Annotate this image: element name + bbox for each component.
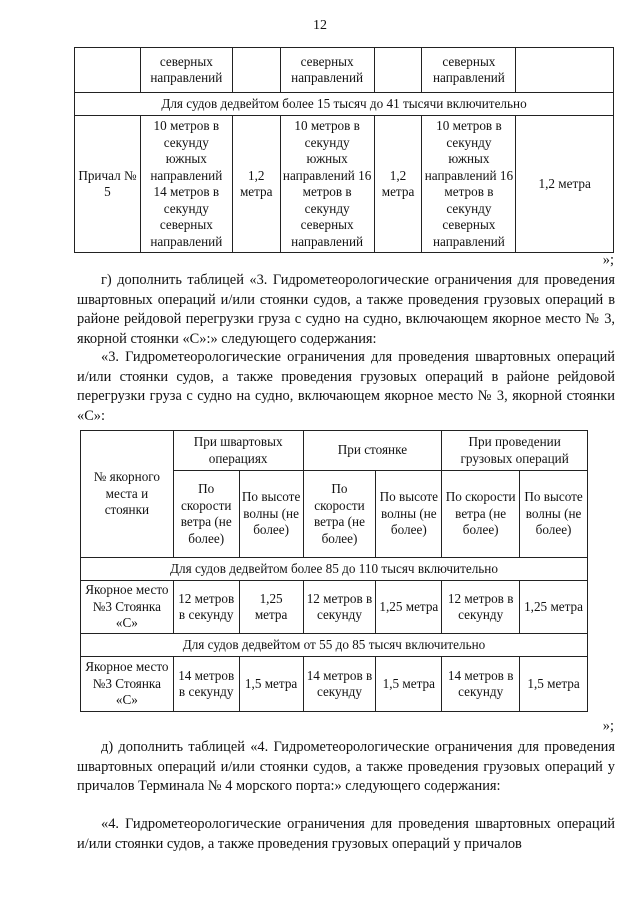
- wind-cell: 10 метров в секунду южных направлений 16 метров в секунду северных направлений: [422, 116, 516, 253]
- table-cell: [232, 48, 280, 93]
- table-row: [81, 657, 588, 712]
- table-header-row: [81, 431, 588, 471]
- group-header-parking: При стоянке: [303, 431, 442, 471]
- table-row: [75, 116, 614, 253]
- table-section-title: Для судов дедвейтом от 55 до 85 тысяч включительно: [81, 634, 588, 657]
- table-cell: [374, 48, 422, 93]
- group-header-cargo: При проведении грузовых операций: [442, 431, 588, 471]
- table-section-title: Для судов дедвейтом более 85 до 110 тысяч включительно: [81, 558, 588, 581]
- table-section-row: [75, 93, 614, 116]
- place-cell: Якорное место №3 Стоянка «С»: [81, 581, 174, 634]
- table-section-row: [81, 634, 588, 657]
- value-cell: 1,5 метра: [520, 657, 588, 712]
- paragraph-g: г) дополнить таблицей «3. Гидрометеорологические ограничения для проведения швартовных операций и/или стоянки судов, а также проведения грузовых операций в районе рейдовой перегрузки груза с судно на судно, включающем якорное место № 3, якорной стоянки «С»:» следующего содержания:: [77, 272, 615, 347]
- table-cell: северных направлений: [280, 48, 374, 93]
- closing-quote: »;: [602, 718, 614, 734]
- column-header-place: № якорного места и стоянки: [81, 431, 174, 558]
- paragraph-4: «4. Гидрометеорологические ограничения для проведения швартовных операций и/или стоянки судов, а также проведения грузовых операций у причалов: [77, 816, 615, 852]
- value-cell: 1,5 метра: [239, 657, 303, 712]
- subheader-wind: По скорости ветра (не более): [173, 471, 239, 558]
- paragraph-d: д) дополнить таблицей «4. Гидрометеорологические ограничения для проведения швартовных операций и/или стоянки судов, а также проведения грузовых операций у причалов Терминала № 4 морского порта:» следующего содержания:: [77, 739, 615, 794]
- value-cell: 14 метров в секунду: [173, 657, 239, 712]
- wave-cell: 1,2 метра: [516, 116, 614, 253]
- value-cell: 14 метров в секунду: [303, 657, 376, 712]
- subheader-wind: По скорости ветра (не более): [303, 471, 376, 558]
- value-cell: 14 метров в секунду: [442, 657, 520, 712]
- value-cell: 12 метров в секунду: [173, 581, 239, 634]
- table-cell: северных направлений: [422, 48, 516, 93]
- group-header-mooring: При швартовых операциях: [173, 431, 303, 471]
- subheader-wind: По скорости ветра (не более): [442, 471, 520, 558]
- wave-cell: 1,2 метра: [232, 116, 280, 253]
- value-cell: 12 метров в секунду: [442, 581, 520, 634]
- place-cell: Якорное место №3 Стоянка «С»: [81, 657, 174, 712]
- value-cell: 12 метров в секунду: [303, 581, 376, 634]
- closing-quote: »;: [602, 252, 614, 268]
- table-section-row: [81, 558, 588, 581]
- subheader-wave: По высоте волны (не более): [239, 471, 303, 558]
- value-cell: 1,25 метра: [520, 581, 588, 634]
- value-cell: 1,25 метра: [239, 581, 303, 634]
- wind-cell: 10 метров в секунду южных направлений 14 метров в секунду северных направлений: [140, 116, 232, 253]
- table-section-title: Для судов дедвейтом более 15 тысяч до 41 тысячи включительно: [75, 93, 614, 116]
- wind-cell: 10 метров в секунду южных направлений 16 метров в секунду северных направлений: [280, 116, 374, 253]
- table-row: [81, 581, 588, 634]
- restrictions-table-berth: [74, 47, 614, 253]
- value-cell: 1,25 метра: [376, 581, 442, 634]
- page-number: 12: [313, 18, 327, 33]
- table-cell: [516, 48, 614, 93]
- restrictions-table-anchorage: [80, 430, 588, 712]
- table-row: [75, 48, 614, 93]
- subheader-wave: По высоте волны (не более): [520, 471, 588, 558]
- value-cell: 1,5 метра: [376, 657, 442, 712]
- subheader-wave: По высоте волны (не более): [376, 471, 442, 558]
- paragraph-3: «3. Гидрометеорологические ограничения для проведения швартовных операций и/или стоянки судов, а также проведения грузовых операций в районе рейдовой перегрузки груза с судно на судно, включающем якорное место № 3, якорной стоянки «С»:: [77, 349, 615, 424]
- table-cell: [75, 48, 141, 93]
- table-cell: северных направлений: [140, 48, 232, 93]
- berth-cell: Причал № 5: [75, 116, 141, 253]
- wave-cell: 1,2 метра: [374, 116, 422, 253]
